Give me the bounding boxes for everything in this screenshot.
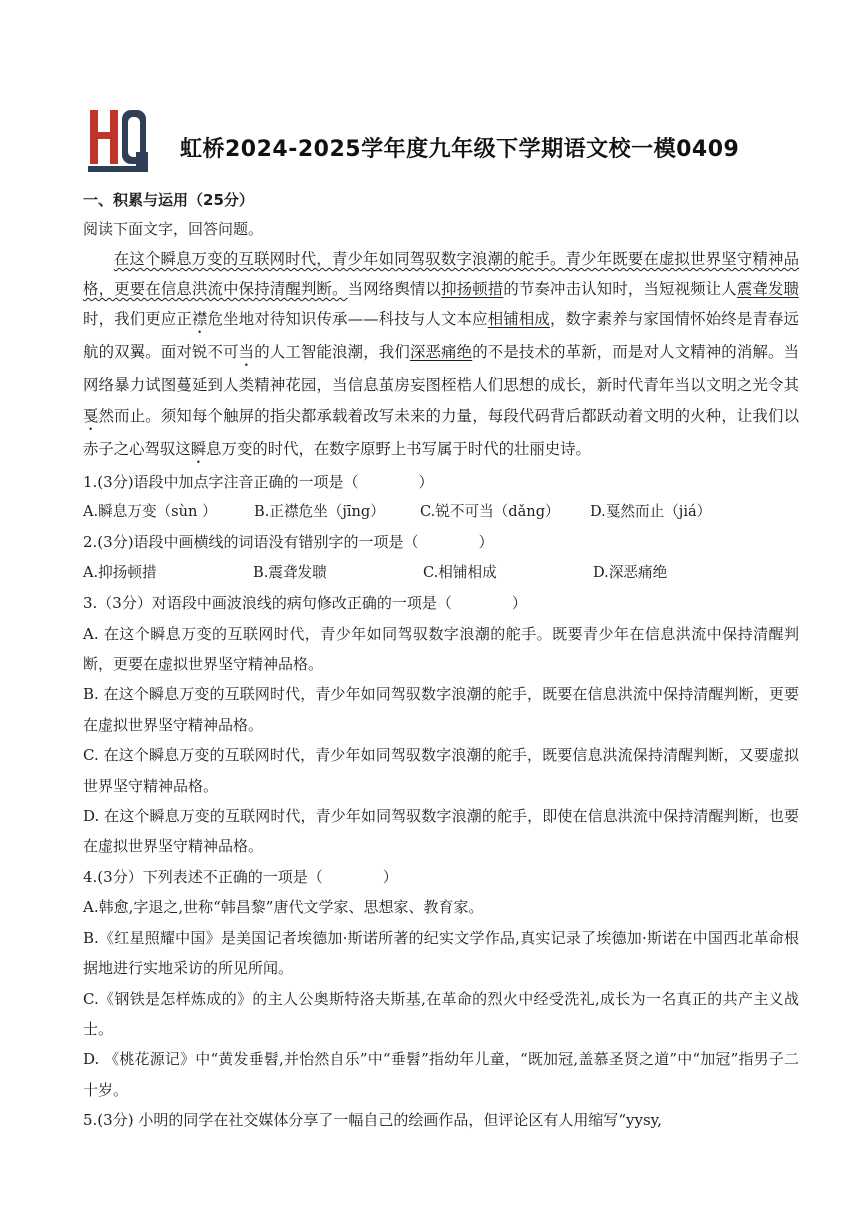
option-a: A. 在这个瞬息万变的互联网时代，青少年如同驾驭数字浪潮的舵手。既要青少年在信息洪流中保持清醒判断，更要在虚拟世界坚守精神品格。 xyxy=(83,624,799,674)
option-d: D. 《桃花源记》中“黄发垂髫,并怡然自乐”中“垂髫”指幼年儿童，“既加冠,盖慕圣贤之道”中“加冠”指男子二十岁。 xyxy=(83,1050,799,1099)
option-b: B.《红星照耀中国》是美国记者埃德加·斯诺所著的纪实文学作品,真实记录了埃德加·斯诺在中国西北革命根据地进行实地采访的所见所闻。 xyxy=(83,928,799,978)
dotted-character: 襟 xyxy=(192,310,208,329)
underlined-word: 深恶痛绝 xyxy=(409,343,473,362)
dotted-character: 瞬 xyxy=(190,439,207,458)
document-header xyxy=(88,104,808,172)
option-c: C.锐不可当（dǎng） xyxy=(420,503,560,521)
wavy-underlined-sentence: 在这个瞬息万变的互联网时代，青少年如同驾驭数字浪潮的舵手。青少年既要在虚拟世界坚守精神品格，更要在信息洪流中保持清醒判断。 xyxy=(83,250,799,299)
option-a: A.韩愈,字退之,世称“韩昌黎”唐代文学家、思想家、教育家。 xyxy=(83,898,484,917)
question-2-options xyxy=(83,558,799,588)
option-a: A.抑扬顿措 xyxy=(83,563,157,581)
option-d: D.戛然而止（jiá） xyxy=(590,503,712,521)
document-title: 虹桥2024-2025学年度九年级下学期语文校一模0409 xyxy=(180,137,740,162)
dotted-character: 戛 xyxy=(83,406,99,425)
passage-text: 的人工智能浪潮，我们 xyxy=(254,343,410,362)
question-1-options xyxy=(83,497,799,527)
question-1-stem: 1.(3分)语段中加点字注音正确的一项是（ ） xyxy=(83,472,434,491)
question-5-stem: 5.(3分) 小明的同学在社交媒体分享了一幅自己的绘画作品，但评论区有人用缩写“yysy, xyxy=(83,1111,662,1130)
option-c: C.相铺相成 xyxy=(423,563,497,581)
option-d: D. 在这个瞬息万变的互联网时代，青少年如同驾驭数字浪潮的舵手，即使在信息洪流中保持清醒判断，也要在虚拟世界坚守精神品格。 xyxy=(83,807,799,856)
dotted-character: 当 xyxy=(238,343,255,362)
question-3-stem: 3.（3分）对语段中画波浪线的病句修改正确的一项是（ ） xyxy=(83,594,527,613)
school-logo xyxy=(88,108,148,172)
option-a: A.瞬息万变（sùn ） xyxy=(83,503,217,521)
option-c: C.《钢铁是怎样炼成的》的主人公奥斯特洛夫斯基,在革命的烈火中经受洗礼,成长为一名真正的共产主义战士。 xyxy=(83,989,799,1038)
underlined-word: 抑扬顿措 xyxy=(441,280,504,299)
passage-text: 危坐地对待知识传承——科技与人文本应 xyxy=(207,310,488,329)
option-b: B.正襟危坐（jīng） xyxy=(254,503,385,521)
option-b: B.震聋发聩 xyxy=(253,563,327,581)
passage-text: 息万变的时代，在数字原野上书写属于时代的壮丽史诗。 xyxy=(206,439,591,458)
question-4-stem: 4.(3分）下列表述不正确的一项是（ ） xyxy=(83,867,398,886)
underlined-word: 相铺相成 xyxy=(487,310,550,329)
passage-text: 时，我们更应正 xyxy=(83,310,192,329)
option-c: C. 在这个瞬息万变的互联网时代，青少年如同驾驭数字浪潮的舵手，既要信息洪流保持清醒判断，又要虚拟世界坚守精神品格。 xyxy=(83,746,799,795)
reading-passage xyxy=(83,244,799,467)
passage-text: 的不是技术的革新，而是对人文精神的消解。当网络暴力试图蔓延到人类精神花园，当信息茧房妄图桎梏人们思想的成长，新时代青年当以文明之光令其 xyxy=(83,343,799,395)
reading-instruction: 阅读下面文字，回答问题。 xyxy=(83,220,264,238)
passage-text: ，数字素养与家国情怀始终是青春远航的双翼。面对锐不可 xyxy=(83,310,799,362)
section-heading: 一、积累与运用（25分） xyxy=(83,191,254,209)
exam-content xyxy=(83,186,799,1136)
underlined-word: 震聋发聩 xyxy=(736,280,799,299)
option-d: D.深恶痛绝 xyxy=(593,563,668,581)
option-b: B. 在这个瞬息万变的互联网时代，青少年如同驾驭数字浪潮的舵手，既要在信息洪流中保持清醒判断，更要在虚拟世界坚守精神品格。 xyxy=(83,685,799,734)
passage-text: 的节奏冲击认知时，当短视频让人 xyxy=(503,280,737,299)
passage-text: 然而止。须知每个触屏的指尖都承载着改写未来的力量，每段代码背后都跃动着文明的火种，让我们以赤子之心驾驭这 xyxy=(83,406,799,458)
question-2-stem: 2.(3分)语段中画横线的词语没有错别字的一项是（ ） xyxy=(83,533,494,552)
passage-text: 当网络舆情以 xyxy=(347,280,442,299)
